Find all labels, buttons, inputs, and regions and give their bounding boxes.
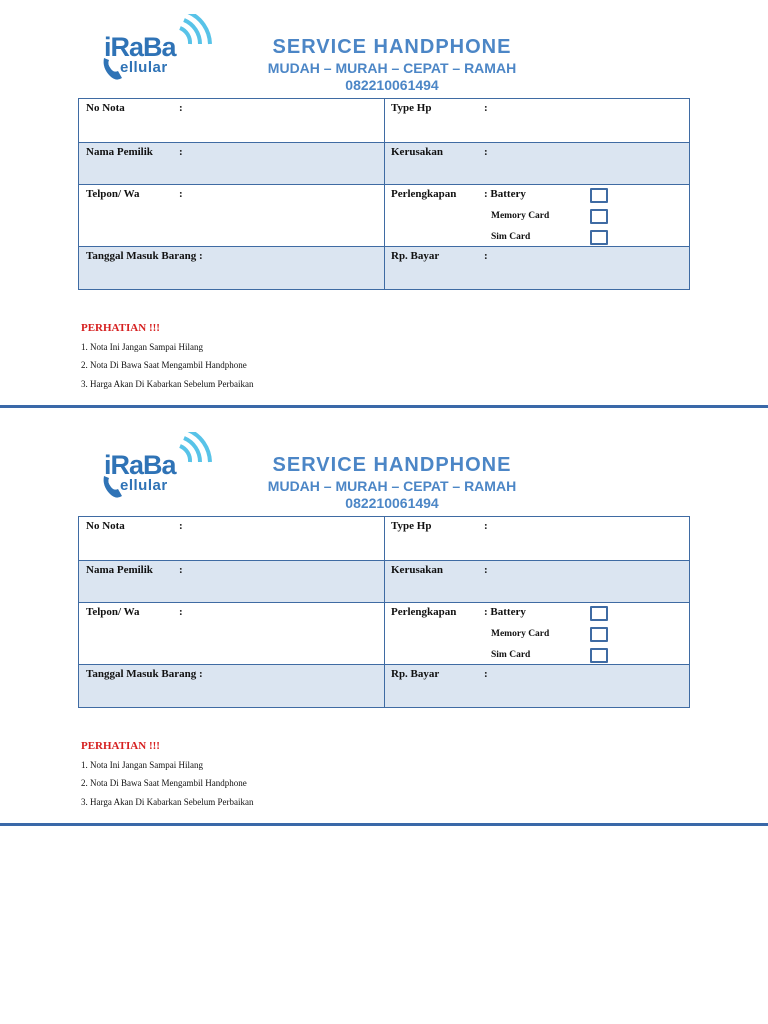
memory-card-checkbox[interactable] [590,209,608,224]
colon: : [179,102,183,114]
label-nama-pemilik: Nama Pemilik [86,564,153,576]
label-kerusakan: Kerusakan [391,564,443,576]
notice-item: 3. Harga Akan Di Kabarkan Sebelum Perbaikan [81,797,254,807]
label-rp-bayar: Rp. Bayar [391,668,440,680]
colon: : [484,102,488,114]
label-perlengkapan: Perlengkapan [391,606,457,618]
form-row [79,665,689,707]
label-no-nota: No Nota [86,102,125,114]
label-tanggal-masuk: Tanggal Masuk Barang : [86,668,203,680]
colon: : [179,188,183,200]
notice-title: PERHATIAN !!! [81,740,160,752]
cut-line-divider [0,405,768,408]
label-type-hp: Type Hp [391,102,432,114]
memory-card-checkbox[interactable] [590,627,608,642]
label-battery: : Battery [484,188,526,200]
phone-number: 082210061494 [345,77,439,93]
colon: : [484,250,488,262]
label-nama-pemilik: Nama Pemilik [86,146,153,158]
label-type-hp: Type Hp [391,520,432,532]
logo-brand-top: iRaBa [104,450,176,480]
logo-brand-bottom: ellular [120,59,168,76]
notice-item: 2. Nota Di Bawa Saat Mengambil Handphone [81,778,247,788]
colon: : [484,564,488,576]
cut-line-divider [0,823,768,826]
label-telpon-wa: Telpon/ Wa [86,606,140,618]
colon: : [179,564,183,576]
form-row [79,185,689,247]
notice-item: 1. Nota Ini Jangan Sampai Hilang [81,342,203,352]
notice-title: PERHATIAN !!! [81,322,160,334]
label-perlengkapan: Perlengkapan [391,188,457,200]
label-tanggal-masuk: Tanggal Masuk Barang : [86,250,203,262]
label-telpon-wa: Telpon/ Wa [86,188,140,200]
form-row [79,247,689,289]
tagline: MUDAH – MURAH – CEPAT – RAMAH [267,478,517,494]
notice-item: 3. Harga Akan Di Kabarkan Sebelum Perbaikan [81,379,254,389]
label-sim-card: Sim Card [491,650,531,660]
tagline: MUDAH – MURAH – CEPAT – RAMAH [267,60,517,76]
colon: : [484,520,488,532]
colon: : [179,146,183,158]
sim-card-checkbox[interactable] [590,648,608,663]
service-slip-1 [0,0,768,418]
label-sim-card: Sim Card [491,232,531,242]
colon: : [484,668,488,680]
page-title: SERVICE HANDPHONE [272,454,512,476]
form-row [79,143,689,185]
form-row [79,561,689,603]
label-battery: : Battery [484,606,526,618]
form-row [79,99,689,143]
label-memory-card: Memory Card [491,211,550,221]
colon: : [179,520,183,532]
sim-card-checkbox[interactable] [590,230,608,245]
phone-number: 082210061494 [345,495,439,511]
battery-checkbox[interactable] [590,188,608,203]
label-rp-bayar: Rp. Bayar [391,250,440,262]
label-memory-card: Memory Card [491,629,550,639]
notice-item: 1. Nota Ini Jangan Sampai Hilang [81,760,203,770]
colon: : [179,606,183,618]
battery-checkbox[interactable] [590,606,608,621]
label-kerusakan: Kerusakan [391,146,443,158]
service-form-table [78,516,690,708]
service-form-table [78,98,690,290]
service-slip-2 [0,418,768,836]
form-row [79,603,689,665]
notice-item: 2. Nota Di Bawa Saat Mengambil Handphone [81,360,247,370]
logo-brand-top: iRaBa [104,32,176,62]
colon: : [484,146,488,158]
label-no-nota: No Nota [86,520,125,532]
logo-brand-bottom: ellular [120,477,168,494]
form-row [79,517,689,561]
page-title: SERVICE HANDPHONE [272,36,512,58]
